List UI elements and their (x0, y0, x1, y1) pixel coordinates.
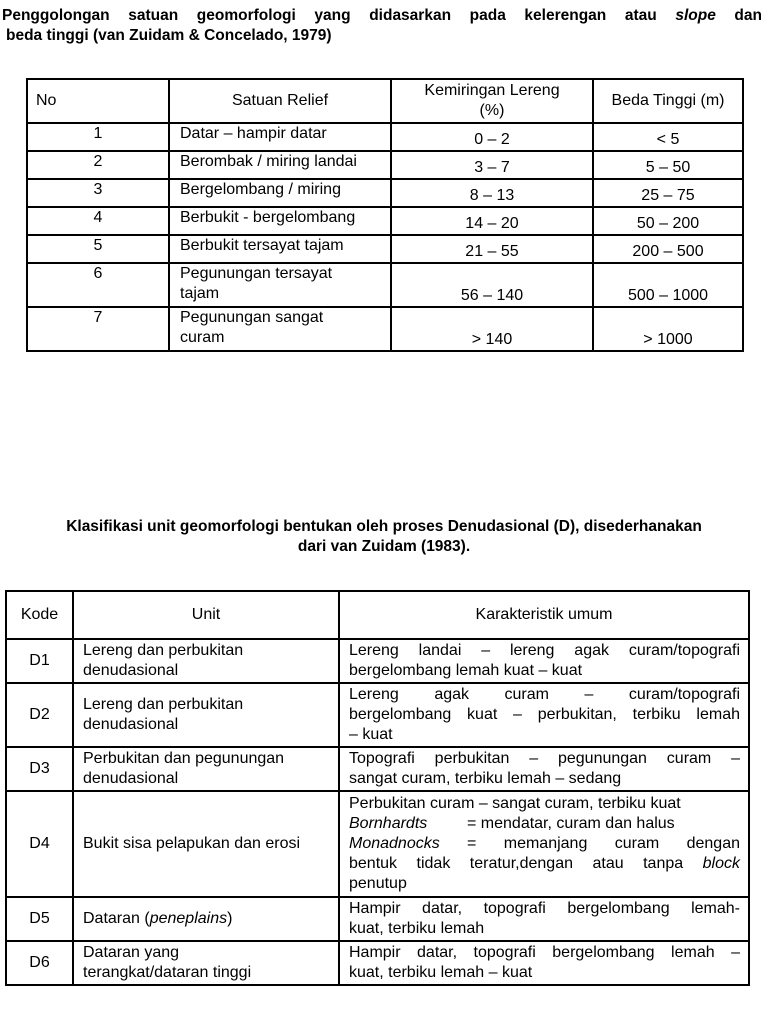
cell-unit-line2: denudasional (83, 770, 179, 787)
cell-desc-line2: bergelombang kuat – perbukitan, terbiku lemah (349, 706, 740, 723)
header-characteristics: Karakteristik umum (339, 591, 749, 639)
cell-relief: Berbukit - bergelombang (169, 207, 391, 235)
table-row (27, 235, 743, 263)
cell-desc-line1: Lereng landai – lereng agak curam/topografi (349, 642, 740, 659)
cell-code: D5 (6, 897, 73, 941)
cell-height: 25 – 75 (593, 179, 743, 207)
cell-relief: Datar – hampir datar (169, 123, 391, 151)
cell-unit-line2: terangkat/dataran tinggi (83, 964, 252, 981)
cell-unit-line1: Dataran yang (83, 944, 180, 961)
table-row (27, 123, 743, 151)
cell-relief-line2: tajam (180, 285, 220, 302)
cell-relief: Berombak / miring landai (169, 151, 391, 179)
cell-slope: 56 – 140 (391, 263, 593, 307)
cell-description (339, 747, 749, 791)
header-relief: Satuan Relief (169, 79, 391, 123)
cell-code: D3 (6, 747, 73, 791)
cell-no: 4 (27, 207, 169, 235)
cell-height: 500 – 1000 (593, 263, 743, 307)
cell-desc-line1: Lereng agak curam – curam/topografi (349, 686, 740, 703)
cell-desc-line1: Perbukitan curam – sangat curam, terbiku kuat (349, 795, 681, 812)
cell-relief-line1: Pegunungan sangat (180, 309, 324, 326)
cell-unit-line2: denudasional (83, 716, 179, 733)
cell-no: 6 (27, 263, 169, 307)
cell-height: < 5 (593, 123, 743, 151)
cell-no: 1 (27, 123, 169, 151)
cell-no: 2 (27, 151, 169, 179)
cell-slope: 14 – 20 (391, 207, 593, 235)
section2-title-line1: Klasifikasi unit geomorfologi bentukan oleh proses Denudasional (D), disederhanakan (66, 518, 702, 535)
cell-unit-line2: denudasional (83, 662, 179, 679)
cell-no: 7 (27, 307, 169, 351)
term-bornhardts: Bornhardts (349, 815, 428, 832)
cell-desc-line3: – kuat (349, 726, 393, 743)
cell-description (339, 897, 749, 941)
cell-unit (73, 941, 339, 985)
cell-unit-line1: Lereng dan perbukitan (83, 642, 244, 659)
term-monadnocks-desc: = memanjang curam dengan (467, 835, 740, 852)
section1-title-line2: beda tinggi (van Zuidam & Concelado, 1979) (6, 27, 332, 44)
cell-description (339, 683, 749, 747)
section1-title-part1: Penggolongan satuan geomorfologi yang didasarkan pada kelerengan atau (2, 7, 676, 24)
cell-slope: > 140 (391, 307, 593, 351)
cell-code: D6 (6, 941, 73, 985)
cell-unit-part2: ) (227, 910, 233, 927)
table-row (27, 151, 743, 179)
cell-description (339, 639, 749, 683)
term-monadnocks: Monadnocks (349, 835, 440, 852)
cell-unit-line1: Lereng dan perbukitan (83, 696, 244, 713)
cell-height: 200 – 500 (593, 235, 743, 263)
cell-height: 50 – 200 (593, 207, 743, 235)
cell-code: D1 (6, 639, 73, 683)
header-no: No (27, 79, 169, 123)
table-row (6, 941, 749, 985)
header-slope-line1: Kemiringan Lereng (424, 82, 560, 99)
cell-unit-line1: Perbukitan dan pegunungan (83, 750, 285, 767)
cell-relief-line2: curam (180, 329, 225, 346)
cell-relief (169, 307, 391, 351)
section1-title (2, 6, 762, 46)
cell-code: D4 (6, 791, 73, 897)
header-slope (391, 79, 593, 123)
cell-relief: Bergelombang / miring (169, 179, 391, 207)
table-row (27, 307, 743, 351)
cell-slope: 21 – 55 (391, 235, 593, 263)
cell-height: 5 – 50 (593, 151, 743, 179)
table-row (6, 639, 749, 683)
cell-relief: Berbukit tersayat tajam (169, 235, 391, 263)
cell-desc-line2: sangat curam, terbiku lemah – sedang (349, 770, 622, 787)
cell-unit (73, 897, 339, 941)
cell-unit: Bukit sisa pelapukan dan erosi (73, 791, 339, 897)
header-height: Beda Tinggi (m) (593, 79, 743, 123)
cell-desc-line2: kuat, terbiku lemah (349, 920, 485, 937)
slope-classification-table (26, 78, 744, 352)
cell-slope: 0 – 2 (391, 123, 593, 151)
table-row (6, 747, 749, 791)
table-row (6, 683, 749, 747)
table-header-row (27, 79, 743, 123)
section1-title-italic: slope (675, 7, 716, 24)
table-header-row (6, 591, 749, 639)
cell-desc-line4: bentuk tidak teratur,dengan atau tanpa (349, 855, 703, 872)
denudational-units-table (5, 590, 750, 986)
cell-slope: 8 – 13 (391, 179, 593, 207)
section1-title-part2: dan (715, 7, 762, 24)
term-bornhardts-desc: = mendatar, curam dan halus (467, 815, 675, 832)
cell-no: 3 (27, 179, 169, 207)
cell-slope: 3 – 7 (391, 151, 593, 179)
header-slope-line2: (%) (479, 102, 505, 119)
cell-code: D2 (6, 683, 73, 747)
cell-description (339, 941, 749, 985)
header-code: Kode (6, 591, 73, 639)
cell-height: > 1000 (593, 307, 743, 351)
table-row (27, 207, 743, 235)
header-unit: Unit (73, 591, 339, 639)
cell-desc-line1: Topografi perbukitan – pegunungan curam – (349, 750, 740, 767)
cell-description (339, 791, 749, 897)
cell-unit-italic: peneplains (149, 910, 228, 927)
cell-desc-line2: kuat, terbiku lemah – kuat (349, 964, 533, 981)
table-row (27, 263, 743, 307)
cell-unit (73, 639, 339, 683)
cell-no: 5 (27, 235, 169, 263)
cell-desc-line5: penutup (349, 875, 407, 892)
cell-unit-part1: Dataran ( (83, 910, 150, 927)
section2-title (8, 517, 760, 557)
term-block: block (702, 855, 740, 872)
cell-desc-line1: Hampir datar, topografi bergelombang lemah- (349, 900, 740, 917)
section2-title-line2: dari van Zuidam (1983). (297, 538, 471, 555)
cell-unit (73, 747, 339, 791)
table-row (6, 897, 749, 941)
table-row (6, 791, 749, 897)
cell-desc-line1: Hampir datar, topografi bergelombang lemah – (349, 944, 740, 961)
cell-desc-line2: bergelombang lemah kuat – kuat (349, 662, 583, 679)
cell-relief (169, 263, 391, 307)
table-row (27, 179, 743, 207)
cell-unit (73, 683, 339, 747)
cell-relief-line1: Pegunungan tersayat (180, 265, 333, 282)
